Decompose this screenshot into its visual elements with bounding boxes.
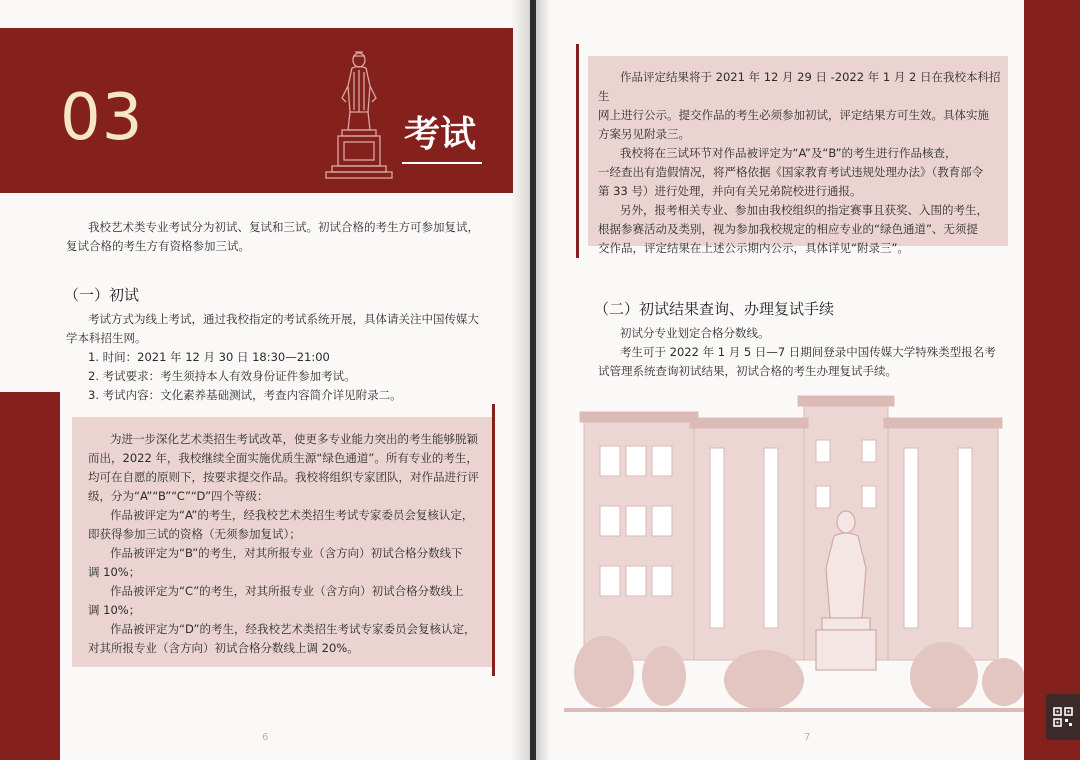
qr-code-button[interactable] (1046, 694, 1080, 740)
box-line: 作品评定结果将于 2021 年 12 月 29 日 -2022 年 1 月 2 日在我校本科招生 (598, 70, 1001, 103)
green-channel-text (88, 430, 488, 658)
box-line: 作品被评定为“D”的考生，经我校艺术类招生考试专家委员会复核认定， (110, 622, 476, 636)
box-line: 第 33 号）进行处理，并向有关兄弟院校进行通报。 (598, 184, 862, 198)
right-edge-panel (1024, 0, 1080, 760)
box-accent-bar (576, 44, 579, 258)
box-line: 对其所报专业（含方向）初试合格分数线上调 20%。 (88, 641, 359, 655)
box-line: 级，分为“A”“B”“C”“D”四个等级： (88, 489, 269, 503)
box-line: 作品被评定为“A”的考生，经我校艺术类招生考试专家委员会复核认定， (110, 508, 474, 522)
box-line: 根据参赛活动及类别，视为参加我校规定的相应专业的“绿色通道”、无须提 (598, 222, 978, 236)
statue-icon (324, 46, 394, 182)
section2-line: 初试分专业划定合格分数线。 (620, 326, 770, 340)
section1-line: 3. 考试内容：文化素养基础测试，考查内容简介详见附录二。 (88, 388, 402, 402)
box-line: 交作品，评定结果在上述公示期内公示，具体详见“附录三”。 (598, 241, 909, 255)
box-accent-bar (492, 404, 495, 676)
section1-heading: （一）初试 (64, 286, 140, 304)
box-line: 而出，2022 年，我校继续全面实施优质生源“绿色通道”。所有专业的考生， (88, 451, 478, 465)
left-page (0, 0, 530, 760)
section2-body (598, 324, 1008, 381)
page-number: 7 (804, 732, 811, 743)
title-underline (402, 162, 482, 164)
section1-line: 2. 考试要求：考生须持本人有效身份证件参加考试。 (88, 369, 356, 383)
left-decoration-block (0, 392, 60, 760)
chapter-number: 03 (60, 81, 144, 155)
box-line: 调 10%； (88, 603, 141, 617)
box-line: 作品被评定为“B”的考生，对其所报专业（含方向）初试合格分数线下 (110, 546, 463, 560)
box-line: 为进一步深化艺术类招生考试改革，使更多专业能力突出的考生能够脱颖 (110, 432, 478, 446)
box-line: 网上进行公示。提交作品的考生必须参加初试，评定结果方可生效。具体实施 (598, 108, 989, 122)
box-line: 方案另见附录三。 (598, 127, 690, 141)
box-line: 作品被评定为“C”的考生，对其所报专业（含方向）初试合格分数线上 (110, 584, 464, 598)
box-line: 另外，报考相关专业、参加由我校组织的指定赛事且获奖、入围的考生， (620, 203, 988, 217)
box-line: 调 10%； (88, 565, 141, 579)
intro-line: 复试合格的考生方有资格参加三试。 (66, 239, 250, 253)
box-line: 均可在自愿的原则下，按要求提交作品。我校将组织专家团队，对作品进行评 (88, 470, 479, 484)
section2-line: 考生可于 2022 年 1 月 5 日—7 日期间登录中国传媒大学特殊类型报名考 (620, 345, 996, 359)
qr-code-icon (1053, 707, 1073, 727)
book-spine-shadow (510, 0, 550, 760)
evaluation-text (598, 68, 1002, 258)
section2-heading: （二）初试结果查询、办理复试手续 (594, 300, 835, 318)
section1-body (66, 310, 496, 405)
section1-line: 考试方式为线上考试，通过我校指定的考试系统开展，具体请关注中国传媒大 (88, 312, 479, 326)
building-illustration (564, 390, 1024, 725)
section1-line: 学本科招生网。 (66, 331, 147, 345)
section2-line: 试管理系统查询初试结果，初试合格的考生办理复试手续。 (598, 364, 897, 378)
box-line: 我校将在三试环节对作品被评定为“A”及“B”的考生进行作品核查， (620, 146, 957, 160)
section1-line: 1. 时间：2021 年 12 月 30 日 18:30—21:00 (88, 350, 330, 364)
box-line: 即获得参加三试的资格（无须参加复试）； (88, 527, 301, 541)
intro-paragraph (66, 218, 486, 256)
right-page (536, 0, 1024, 760)
intro-line: 我校艺术类专业考试分为初试、复试和三试。初试合格的考生方可参加复试， (88, 220, 479, 234)
page-number: 6 (262, 732, 269, 743)
chapter-title: 考试 (404, 113, 477, 155)
box-line: 一经查出有造假情况，将严格依据《国家教育考试违规处理办法》（教育部令 (598, 165, 984, 179)
